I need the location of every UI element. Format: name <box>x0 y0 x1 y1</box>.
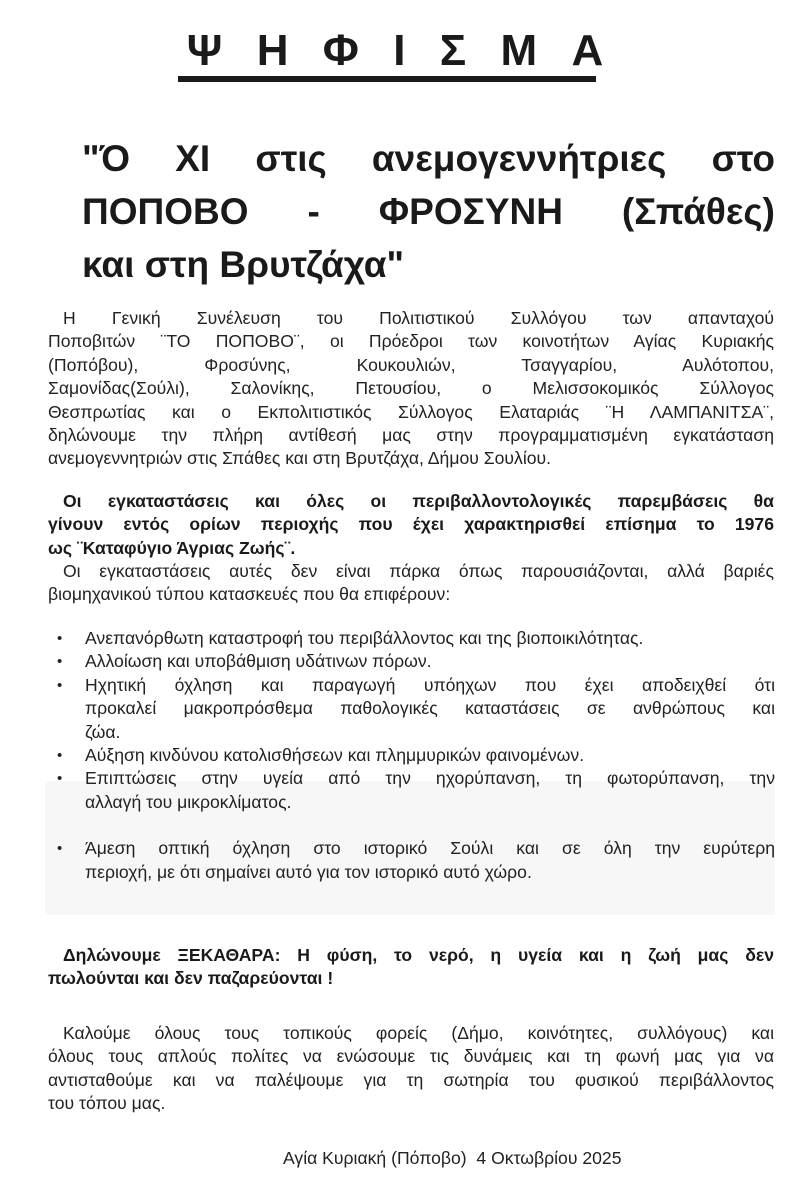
heading-underline <box>178 76 596 82</box>
text-line: ως ¨Καταφύγιο Άγριας Ζωής¨. <box>48 537 296 558</box>
text-line: Οι εγκαταστάσεις και όλες οι περιβαλλοντολογικές παρεμβάσεις θα <box>63 491 774 511</box>
text-line: (Ποπόβου), Φροσύνης, Κουκουλιών, Τσαγγαρίου, Αυλότοπου, <box>48 354 774 375</box>
bullet-icon: • <box>57 747 63 765</box>
text-line: Επιπτώσεις στην υγεία από την ηχορύπανση, τη φωτορύπανση, την <box>85 768 775 789</box>
text-line: Καλούμε όλους τους τοπικούς φορείς (Δήμο, κοινότητες, συλλόγους) και <box>63 1023 774 1043</box>
bullet-icon: • <box>57 630 63 647</box>
text-line: Δηλώνουμε ΞΕΚΑΘΑΡΑ: Η φύση, το νερό, η υγεία και η ζωή μας δεν <box>63 945 774 965</box>
paragraph-statement <box>48 944 774 991</box>
paragraph-consequences-intro <box>48 560 774 607</box>
text-line: προκαλεί μακροπρόσθεμα παθολογικές καταστάσεις σε ανθρώπους και <box>85 698 775 719</box>
text-line: Αύξηση κινδύνου κατολισθήσεων και πλημμυρικών φαινομένων. <box>85 745 585 766</box>
text-line: γίνουν εντός ορίων περιοχής που έχει χαρακτηρισθεί επίσημα το 1976 <box>48 514 774 535</box>
text-line: αντισταθούμε και να παλέψουμε για τη σωτηρία του φυσικού περιβάλλοντος <box>48 1069 774 1090</box>
list-spacer <box>48 814 775 837</box>
bullet-icon: • <box>57 676 63 694</box>
list-item <box>48 627 775 650</box>
text-line: Άμεση οπτική όχληση στο ιστορικό Σούλι και σε όλη την ευρύτερη <box>85 838 775 859</box>
bullet-icon: • <box>57 653 63 671</box>
document-heading: ΨΗΦΙΣΜΑ <box>186 26 638 75</box>
text-line: Ηχητική όχληση και παραγωγή υπόηχων που έχει αποδειχθεί ότι <box>85 674 775 695</box>
consequences-list <box>48 627 775 884</box>
document-title <box>82 132 775 291</box>
text-line: αλλαγή του μικροκλίματος. <box>85 791 292 812</box>
text-line: Σαμονίδας(Σούλι), Σαλονίκης, Πετουσίου, ο Μελισσοκομικός Σύλλογος <box>48 378 774 399</box>
text-line: δηλώνουμε την πλήρη αντίθεσή μας στην προγραμματισμένη εγκατάσταση <box>48 425 774 446</box>
title-line: και στη Βρυτζάχα" <box>82 244 404 285</box>
bullet-icon: • <box>57 770 63 788</box>
paragraph-wildlife-refuge <box>48 490 774 560</box>
text-line: περιοχή, με ότι σημαίνει αυτό για τον ιστορικό αυτό χώρο. <box>85 861 532 882</box>
list-item <box>48 837 775 884</box>
bullet-icon: • <box>57 840 63 858</box>
text-line: του τόπου μας. <box>48 1093 166 1114</box>
paragraph-declaration <box>48 307 774 471</box>
text-line: Η Γενική Συνέλευση του Πολιτιστικού Συλλόγου των απανταχού <box>63 308 774 328</box>
text-line: Οι εγκαταστάσεις αυτές δεν είναι πάρκα όπως παρουσιάζονται, αλλά βαριές <box>63 561 774 581</box>
text-line: Ανεπανόρθωτη καταστροφή του περιβάλλοντος και της βιοποικιλότητας. <box>85 628 644 648</box>
text-line: πωλούνται και δεν παζαρεύονται ! <box>48 968 334 989</box>
text-line: βιομηχανικού τύπου κατασκευές που θα επιφέρουν: <box>48 584 451 605</box>
text-line: ζώα. <box>85 721 121 742</box>
list-item <box>48 674 775 744</box>
list-item <box>48 744 775 767</box>
text-line: Θεσπρωτίας και ο Εκπολιτιστικός Σύλλογος Ελαταριάς ¨Η ΛΑΜΠΑΝΙΤΣΑ¨, <box>48 401 774 422</box>
list-item <box>48 767 775 814</box>
title-line: ΠΟΠΟΒΟ - ΦΡΟΣΥΝΗ (Σπάθες) <box>82 191 775 232</box>
title-line: "Ό ΧΙ στις ανεμογεννήτριες στο <box>82 138 775 179</box>
paragraph-call-to-action <box>48 1022 774 1116</box>
text-line: όλους τους απλούς πολίτες να ενώσουμε τις δυνάμεις και τη φωνή μας για να <box>48 1046 774 1067</box>
text-line: Ποποβιτών ¨ΤΟ ΠΟΠΟΒΟ¨, οι Πρόεδροι των κοινοτήτων Αγίας Κυριακής <box>48 331 774 352</box>
list-item <box>48 650 775 673</box>
signature-place-date: Αγία Κυριακή (Πόποβο) 4 Οκτωβρίου 2025 <box>283 1148 622 1168</box>
text-line: ανεμογεννητριών στις Σπάθες και στη Βρυτζάχα, Δήμου Σουλίου. <box>48 448 552 469</box>
text-line: Αλλοίωση και υποβάθμιση υδάτινων πόρων. <box>85 651 432 672</box>
